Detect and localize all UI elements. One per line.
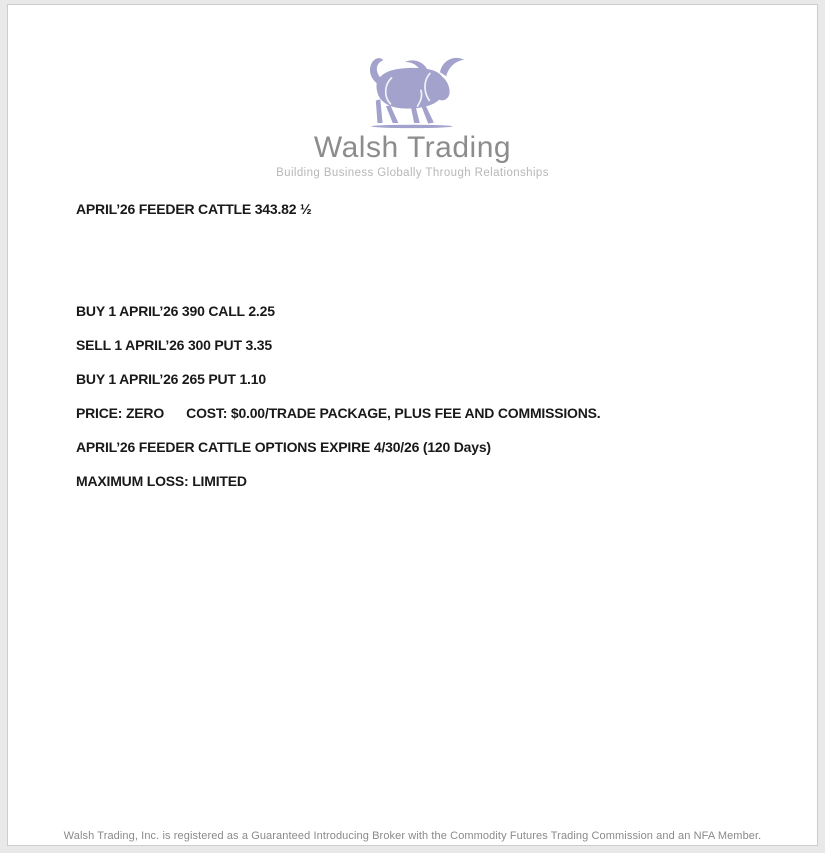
- trade-line-sell-put: SELL 1 APRIL’26 300 PUT 3.35: [76, 337, 272, 353]
- trade-line-price-cost: PRICE: ZERO COST: $0.00/TRADE PACKAGE, PLUS FEE AND COMMISSIONS.: [76, 405, 601, 421]
- logo-tagline: Building Business Globally Through Relationships: [276, 167, 549, 179]
- trade-line-expiry: APRIL’26 FEEDER CATTLE OPTIONS EXPIRE 4/30/26 (120 Days): [76, 439, 491, 455]
- trade-line-buy-put: BUY 1 APRIL’26 265 PUT 1.10: [76, 371, 266, 387]
- walsh-trading-logo: [8, 45, 817, 180]
- trade-heading: APRIL’26 FEEDER CATTLE 343.82 ½: [76, 201, 312, 217]
- logo-wordmark: Walsh Trading: [313, 131, 512, 164]
- document-page: [7, 4, 818, 846]
- trade-line-max-loss: MAXIMUM LOSS: LIMITED: [76, 473, 247, 489]
- trade-line-buy-call: BUY 1 APRIL’26 390 CALL 2.25: [76, 303, 275, 319]
- bull-logo-icon: [351, 45, 475, 130]
- trade-details: [76, 202, 777, 488]
- footer-disclaimer: Walsh Trading, Inc. is registered as a Guaranteed Introducing Broker with the Commodity Futures Trading Commission and an NFA Member.: [63, 830, 762, 842]
